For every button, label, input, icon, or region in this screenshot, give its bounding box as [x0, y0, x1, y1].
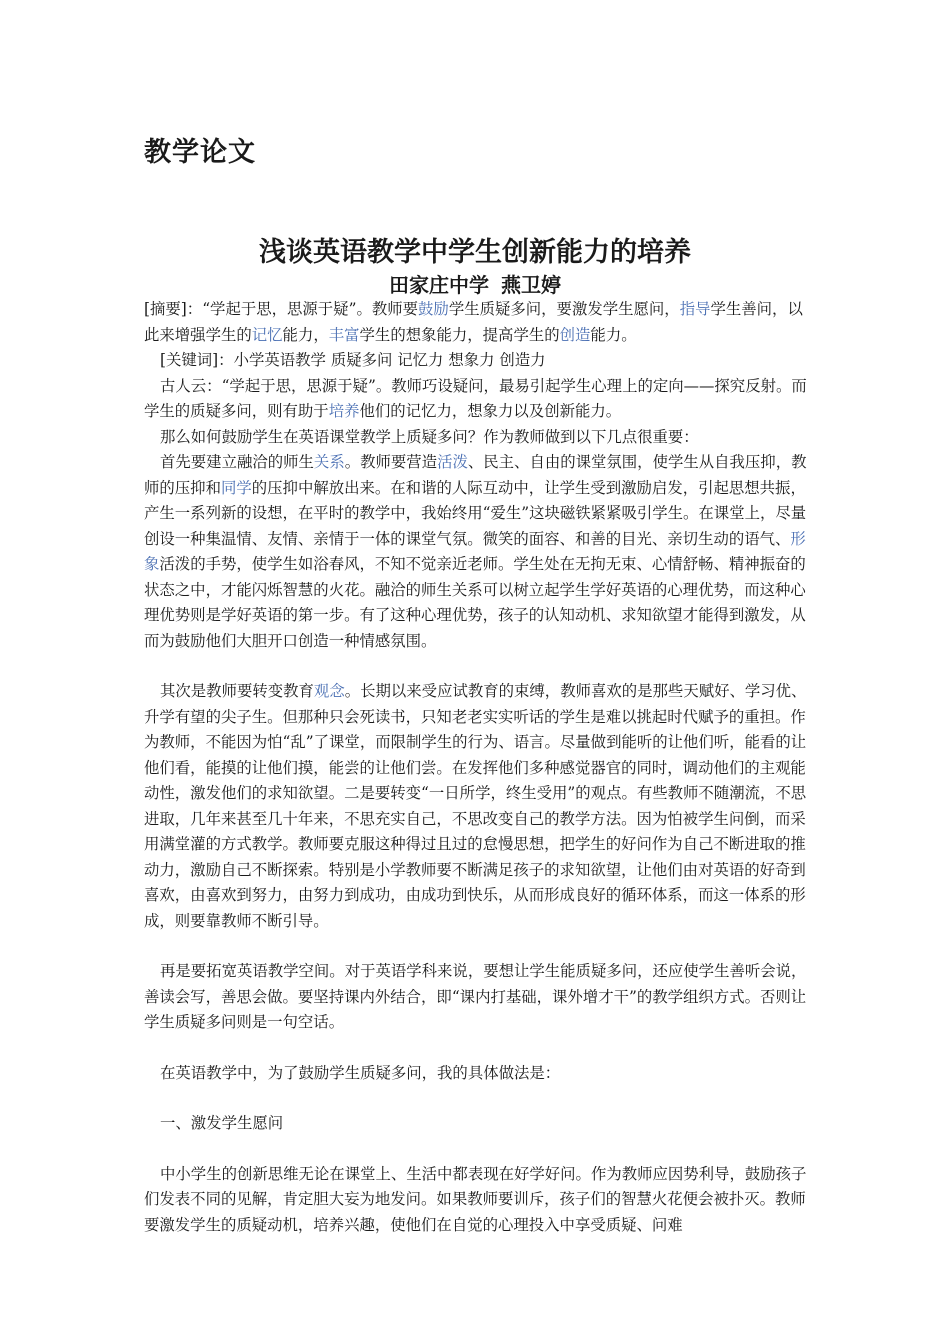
- keyword-link[interactable]: 记忆: [251, 325, 283, 344]
- paragraph-spacer: [144, 934, 812, 959]
- body-paragraph-1: [144, 450, 812, 654]
- body-paragraph-4: 在英语教学中，为了鼓励学生质疑多问，我的具体做法是：: [160, 1063, 561, 1082]
- paragraph-text: 活泼的手势，使学生如浴春风，不知不觉亲近老师。学生处在无拘无束、心情舒畅、精神振奋的状态之中，才能闪烁智慧的火花。融洽的师生关系可以树立起学生学好英语的心理优势，而这种心理优势则是学好英语的第一步。有了这种心理优势，孩子的认知动机、求知欲望才能得到激发，从而为鼓励他们大胆开口创造一种情感氛围。: [144, 555, 806, 650]
- keyword-link[interactable]: 同学: [220, 478, 252, 497]
- keyword-link[interactable]: 观念: [313, 682, 345, 700]
- keyword-link[interactable]: 活泼: [437, 453, 468, 471]
- question-paragraph: 那么如何鼓励学生在英语课堂教学上质疑多问？作为教师做到以下几点很重要：: [160, 427, 699, 446]
- body-paragraph-5: 中小学生的创新思维无论在课堂上、生活中都表现在好学好问。作为教师应因势利导，鼓励孩子们发表不同的见解，肯定胆大妄为地发问。如果教师要训斥，孩子们的智慧火花便会被扑灭。教师要激发学生的质疑动机，培养兴趣，使他们在自觉的心理投入中享受质疑、问难: [144, 1164, 807, 1234]
- abstract-text: “学起于思，思源于疑”。教师要: [202, 300, 419, 318]
- body-paragraph-3: 再是要拓宽英语教学空间。对于英语学科来说，要想让学生能质疑多问，还应使学生善听会说，善读会写，善思会做。要坚持课内外结合，即“课内打基础，课外增才干”的教学组织方式。否则让学生质疑多问则是一句空话。: [144, 962, 807, 1031]
- abstract-text: 学生善问，以此来增强学生的: [144, 300, 803, 344]
- keywords-paragraph: [144, 348, 812, 374]
- paragraph-text: 。教师要营造: [344, 453, 438, 471]
- paragraph-spacer: [144, 654, 812, 679]
- paragraph-text: 其次是教师要转变教育: [160, 682, 314, 700]
- article-body: [144, 297, 812, 1238]
- article-title: 浅谈英语教学中学生创新能力的培养: [259, 237, 691, 268]
- body-paragraph-2: [144, 679, 812, 934]
- paragraph-spacer: [144, 1086, 812, 1111]
- school-name: 田家庄中学: [389, 273, 489, 297]
- paragraph-text: 古人云：“学起于思，思源于疑”。教师巧设疑问，最易引起学生心理上的定向——探究反射。而学生的质疑多问，则有助于: [144, 376, 807, 420]
- keyword-link[interactable]: 鼓励: [418, 300, 449, 318]
- keywords-list: 小学英语教学 质疑多问 记忆力 想象力 创造力: [233, 351, 546, 369]
- keyword-link[interactable]: 关系: [313, 453, 345, 471]
- document-category-heading: 教学论文: [144, 137, 256, 168]
- abstract-text: 能力。: [590, 325, 637, 344]
- abstract-paragraph: [144, 297, 812, 348]
- keywords-label: [关键词]：: [160, 351, 234, 369]
- section-heading-1: 一、激发学生愿问: [160, 1114, 284, 1132]
- keyword-link[interactable]: 形象: [144, 529, 806, 573]
- paragraph-spacer: [144, 1036, 812, 1061]
- paragraph-text: 他们的记忆力，想象力以及创新能力。: [359, 402, 622, 420]
- keyword-link[interactable]: 丰富: [328, 325, 360, 344]
- paragraph-text: 首先要建立融洽的师生: [160, 453, 314, 471]
- paragraph-text: 。长期以来受应试教育的束缚，教师喜欢的是那些天赋好、学习优、升学有望的尖子生。但那种只会死读书，只知老老实实听话的学生是难以挑起时代赋予的重担。作为教师，不能因为怕“乱”了课堂，而限制学生的行为、语言。尽量做到能听的让他们听，能看的让他们看，能摸的让他们摸，能尝的让他们尝。在发挥他们多种感觉器官的同时，调动他们的主观能动性，激发他们的求知欲望。二是要转变“一日所学，终生受用”的观点。有些教师不随潮流，不思进取，几年来甚至几十年来，不思充实自己，不思改变自己的教学方法。因为怕被学生问倒，而采用满堂灌的方式教学。教师要克服这种得过且过的怠慢思想，把学生的好问作为自己不断进取的推动力，激励自己不断探索。特别是小学教师要不断满足孩子的求知欲望，让他们由对英语的好奇到喜欢，由喜欢到努力，由努力到成功，由成功到快乐，从而形成良好的循环体系，而这一体系的形成，则要靠教师不断引导。: [144, 682, 807, 930]
- abstract-text: 能力，: [282, 325, 329, 344]
- abstract-text: 学生质疑多问，要激发学生愿问，: [448, 300, 680, 318]
- keyword-link[interactable]: 培养: [328, 402, 360, 420]
- paragraph-text: 的压抑中解放出来。在和谐的人际互动中，让学生受到激励启发，引起思想共振，产生一系列新的设想，在平时的教学中，我始终用“爱生”这块磁铁紧紧吸引学生。在课堂上，尽量创设一种集温情、友情、亲情于一体的课堂气氛。微笑的面容、和善的目光、亲切生动的语气、: [144, 478, 807, 548]
- author-name: 燕卫婷: [501, 273, 561, 297]
- keyword-link[interactable]: 指导: [679, 300, 711, 318]
- abstract-text: 学生的想象能力，提高学生的: [359, 325, 560, 344]
- paragraph-spacer: [144, 1137, 812, 1162]
- paragraph-text: 、民主、自由的课堂氛围，使学生从自我压抑，教师的压抑和: [144, 453, 807, 497]
- abstract-label: [摘要]：: [144, 300, 203, 318]
- byline: [144, 269, 806, 298]
- intro-paragraph: [144, 374, 812, 425]
- keyword-link[interactable]: 创造: [559, 325, 591, 344]
